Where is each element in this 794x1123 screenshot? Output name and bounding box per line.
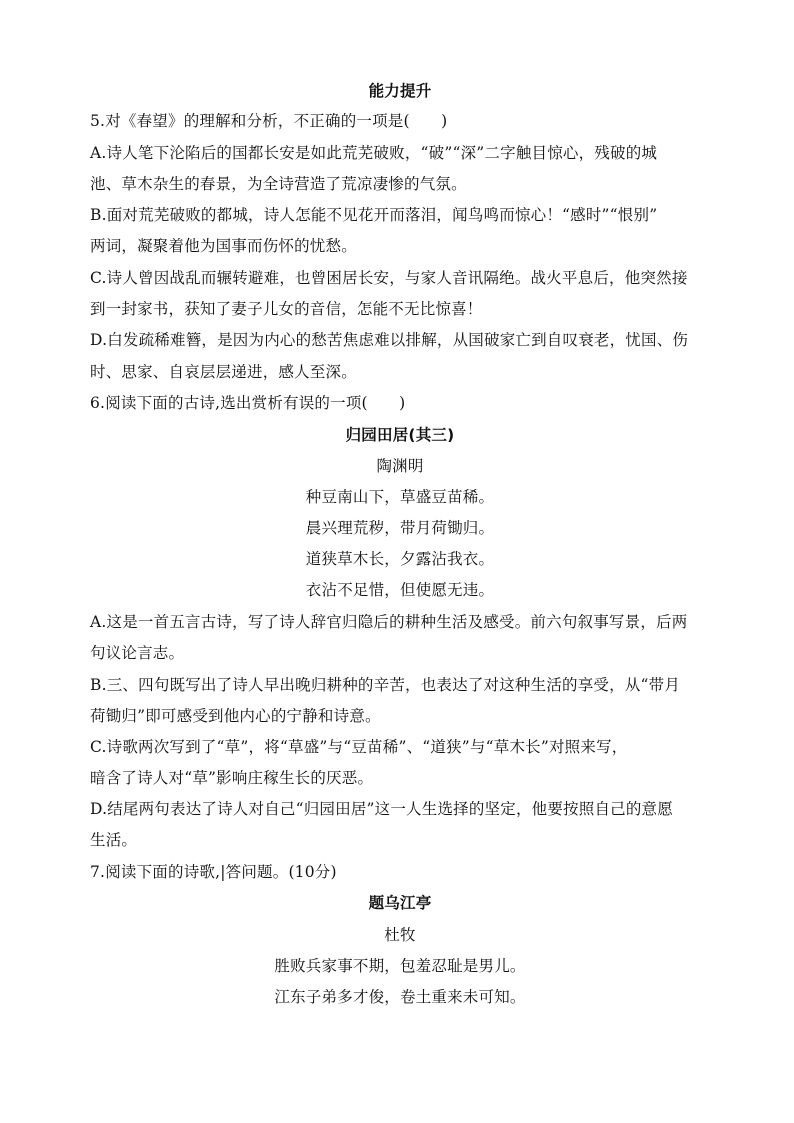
q6-option-c-line2: 暗含了诗人对“草”影响庄稼生长的厌恶。 <box>90 769 374 787</box>
q5-option-a-line1: A.诗人笔下沦陷后的国都长安是如此荒芜破败，“破”“深”二字触目惊心，残破的城 <box>90 144 658 162</box>
q6-poem-author: 陶渊明 <box>376 457 424 475</box>
q6-poem-line: 种豆南山下，草盛豆苗稀。 <box>305 488 495 506</box>
q7-poem-title: 题乌江亭 <box>368 894 432 912</box>
q7-poem-author: 杜牧 <box>384 926 416 944</box>
q5-option-a-line2: 池、草木杂生的春景，为全诗营造了荒凉凄惨的气氛。 <box>90 175 467 193</box>
q6-stem: 6.阅读下面的古诗,选出赏析有误的一项( ) <box>90 394 406 412</box>
q6-option-a-line1: A.这是一首五言古诗，写了诗人辞官归隐后的耕种生活及感受。前六句叙事写景，后两 <box>90 613 688 631</box>
q6-option-b-line1: B.三、四句既写出了诗人早出晚归耕种的辛苦，也表达了对这种生活的享受，从“带月 <box>90 676 681 694</box>
q6-option-a-line2: 句议论言志。 <box>90 644 185 662</box>
q6-option-b-line2: 荷锄归”即可感受到他内心的宁静和诗意。 <box>90 707 381 725</box>
q6-option-d-line1: D.结尾两句表达了诗人对自己“归园田居”这一人生选择的坚定，他要按照自己的意愿 <box>90 800 673 818</box>
q7-poem-line: 胜败兵家事不期，包羞忍耻是男儿。 <box>274 957 526 975</box>
q6-poem-line: 道狭草木长，夕露沾我衣。 <box>305 550 495 568</box>
q5-option-d-line1: D.白发疏稀难簪，是因为内心的愁苦焦虑难以排解，从国破家亡到自叹衰老，忧国、伤 <box>90 331 689 349</box>
q6-poem-line: 衣沾不足惜，但使愿无违。 <box>305 581 495 599</box>
section-title: 能力提升 <box>368 82 432 100</box>
q6-option-c-line1: C.诗歌两次写到了“草”，将“草盛”与“豆苗稀”、“道狭”与“草木长”对照来写， <box>90 738 628 756</box>
q6-option-d-line2: 生活。 <box>90 831 138 849</box>
q7-poem-line: 江东子弟多才俊，卷土重来未可知。 <box>274 988 526 1006</box>
q5-option-b-line1: B.面对荒芜破败的都城，诗人怎能不见花开而落泪，闻鸟鸣而惊心！“感时”“恨别” <box>90 206 658 224</box>
q6-poem-title: 归园田居(其三) <box>345 426 455 444</box>
q7-stem: 7.阅读下面的诗歌,|答问题。(10分) <box>90 863 337 881</box>
q5-option-c-line2: 到一封家书，获知了妻子儿女的音信，怎能不无比惊喜！ <box>90 300 483 318</box>
q5-option-c-line1: C.诗人曾因战乱而辗转避难，也曾困居长安，与家人音讯隔绝。战火平息后，他突然接 <box>90 269 688 287</box>
q5-option-b-line2: 两词，凝聚着他为国事而伤怀的忧愁。 <box>90 237 357 255</box>
q5-option-d-line2: 时、思家、自哀层层递进，感人至深。 <box>90 363 357 381</box>
q6-poem-line: 晨兴理荒秽，带月荷锄归。 <box>305 519 495 537</box>
q5-stem: 5.对《春望》的理解和分析，不正确的一项是( ) <box>90 112 448 130</box>
